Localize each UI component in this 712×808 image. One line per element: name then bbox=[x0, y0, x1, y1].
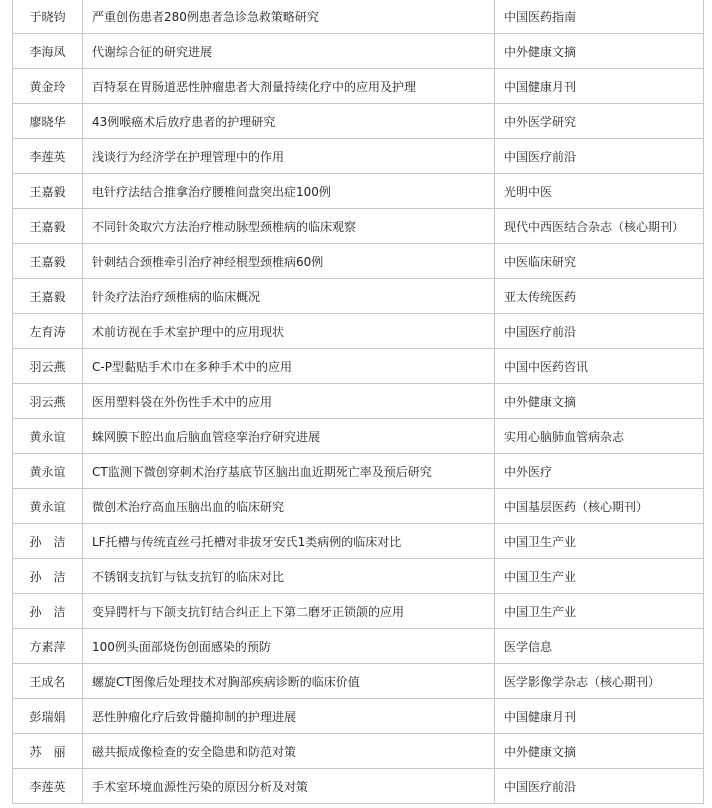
author-cell: 李海凤 bbox=[13, 34, 83, 69]
table-row bbox=[13, 279, 704, 314]
paper-title-cell: 百特泵在胃肠道恶性肿瘤患者大剂量持续化疗中的应用及护理 bbox=[83, 69, 495, 104]
journal-cell: 中国卫生产业 bbox=[495, 594, 704, 629]
author-cell: 王嘉毅 bbox=[13, 279, 83, 314]
paper-title-cell: 磁共振成像检查的安全隐患和防范对策 bbox=[83, 734, 495, 769]
author-cell: 左育涛 bbox=[13, 314, 83, 349]
publication-table-wrapper bbox=[12, 0, 701, 804]
author-cell: 苏 丽 bbox=[13, 734, 83, 769]
journal-cell: 医学信息 bbox=[495, 629, 704, 664]
publication-table bbox=[12, 0, 704, 804]
paper-title-cell: 变异腭杆与下颌支抗钉结合纠正上下第二磨牙正锁颌的应用 bbox=[83, 594, 495, 629]
table-row bbox=[13, 489, 704, 524]
paper-title-cell: 不同针灸取穴方法治疗椎动脉型颈椎病的临床观察 bbox=[83, 209, 495, 244]
author-cell: 孙 洁 bbox=[13, 594, 83, 629]
paper-title-cell: CT监测下微创穿刺术治疗基底节区脑出血近期死亡率及预后研究 bbox=[83, 454, 495, 489]
table-row bbox=[13, 314, 704, 349]
journal-cell: 现代中西医结合杂志（核心期刊） bbox=[495, 209, 704, 244]
author-cell: 羽云燕 bbox=[13, 384, 83, 419]
author-cell: 方素萍 bbox=[13, 629, 83, 664]
paper-title-cell: 微创术治疗高血压脑出血的临床研究 bbox=[83, 489, 495, 524]
journal-cell: 中外健康文摘 bbox=[495, 734, 704, 769]
paper-title-cell: 100例头面部烧伤创面感染的预防 bbox=[83, 629, 495, 664]
table-row bbox=[13, 769, 704, 804]
author-cell: 孙 洁 bbox=[13, 524, 83, 559]
paper-title-cell: 医用塑料袋在外伤性手术中的应用 bbox=[83, 384, 495, 419]
paper-title-cell: C-P型黏贴手术巾在多种手术中的应用 bbox=[83, 349, 495, 384]
table-row bbox=[13, 69, 704, 104]
author-cell: 彭瑞娟 bbox=[13, 699, 83, 734]
table-row bbox=[13, 384, 704, 419]
author-cell: 黄金玲 bbox=[13, 69, 83, 104]
table-row bbox=[13, 174, 704, 209]
table-row bbox=[13, 454, 704, 489]
table-row bbox=[13, 0, 704, 34]
author-cell: 李莲英 bbox=[13, 139, 83, 174]
journal-cell: 中外医疗 bbox=[495, 454, 704, 489]
author-cell: 黄永谊 bbox=[13, 419, 83, 454]
paper-title-cell: 针刺结合颈椎牵引治疗神经根型颈椎病60例 bbox=[83, 244, 495, 279]
paper-title-cell: 严重创伤患者280例患者急诊急救策略研究 bbox=[83, 0, 495, 34]
table-row bbox=[13, 349, 704, 384]
journal-cell: 中国医疗前沿 bbox=[495, 314, 704, 349]
journal-cell: 光明中医 bbox=[495, 174, 704, 209]
author-cell: 王嘉毅 bbox=[13, 174, 83, 209]
journal-cell: 中国健康月刊 bbox=[495, 69, 704, 104]
table-row bbox=[13, 34, 704, 69]
journal-cell: 中国卫生产业 bbox=[495, 559, 704, 594]
journal-cell: 中国健康月刊 bbox=[495, 699, 704, 734]
paper-title-cell: 电针疗法结合推拿治疗腰椎间盘突出症100例 bbox=[83, 174, 495, 209]
table-row bbox=[13, 594, 704, 629]
journal-cell: 中国医药指南 bbox=[495, 0, 704, 34]
table-row bbox=[13, 629, 704, 664]
journal-cell: 实用心脑肺血管病杂志 bbox=[495, 419, 704, 454]
journal-cell: 中国卫生产业 bbox=[495, 524, 704, 559]
paper-title-cell: LF托槽与传统直丝弓托槽对非拔牙安氏1类病例的临床对比 bbox=[83, 524, 495, 559]
journal-cell: 中国医疗前沿 bbox=[495, 769, 704, 804]
paper-title-cell: 针灸疗法治疗颈椎病的临床概况 bbox=[83, 279, 495, 314]
author-cell: 于晓钧 bbox=[13, 0, 83, 34]
journal-cell: 中外医学研究 bbox=[495, 104, 704, 139]
author-cell: 羽云燕 bbox=[13, 349, 83, 384]
author-cell: 孙 洁 bbox=[13, 559, 83, 594]
table-row bbox=[13, 734, 704, 769]
table-row bbox=[13, 104, 704, 139]
table-row bbox=[13, 244, 704, 279]
table-row bbox=[13, 419, 704, 454]
journal-cell: 中国中医药咨讯 bbox=[495, 349, 704, 384]
journal-cell: 中外健康文摘 bbox=[495, 34, 704, 69]
journal-cell: 中国医疗前沿 bbox=[495, 139, 704, 174]
journal-cell: 中医临床研究 bbox=[495, 244, 704, 279]
table-row bbox=[13, 524, 704, 559]
table-row bbox=[13, 664, 704, 699]
journal-cell: 亚太传统医药 bbox=[495, 279, 704, 314]
publication-table-body bbox=[13, 0, 704, 804]
author-cell: 黄永谊 bbox=[13, 489, 83, 524]
table-row bbox=[13, 209, 704, 244]
paper-title-cell: 手术室环境血源性污染的原因分析及对策 bbox=[83, 769, 495, 804]
paper-title-cell: 不锈钢支抗钉与钛支抗钉的临床对比 bbox=[83, 559, 495, 594]
author-cell: 王嘉毅 bbox=[13, 209, 83, 244]
table-row bbox=[13, 559, 704, 594]
paper-title-cell: 代谢综合征的研究进展 bbox=[83, 34, 495, 69]
paper-title-cell: 蛛网膜下腔出血后脑血管痉挛治疗研究进展 bbox=[83, 419, 495, 454]
journal-cell: 医学影像学杂志（核心期刊） bbox=[495, 664, 704, 699]
author-cell: 李莲英 bbox=[13, 769, 83, 804]
author-cell: 廖晓华 bbox=[13, 104, 83, 139]
journal-cell: 中国基层医药（核心期刊） bbox=[495, 489, 704, 524]
paper-title-cell: 43例喉癌术后放疗患者的护理研究 bbox=[83, 104, 495, 139]
table-row bbox=[13, 699, 704, 734]
author-cell: 王嘉毅 bbox=[13, 244, 83, 279]
journal-cell: 中外健康文摘 bbox=[495, 384, 704, 419]
author-cell: 黄永谊 bbox=[13, 454, 83, 489]
paper-title-cell: 螺旋CT图像后处理技术对胸部疾病诊断的临床价值 bbox=[83, 664, 495, 699]
paper-title-cell: 术前访视在手术室护理中的应用现状 bbox=[83, 314, 495, 349]
paper-title-cell: 浅谈行为经济学在护理管理中的作用 bbox=[83, 139, 495, 174]
author-cell: 王成名 bbox=[13, 664, 83, 699]
table-row bbox=[13, 139, 704, 174]
paper-title-cell: 恶性肿瘤化疗后致骨髓抑制的护理进展 bbox=[83, 699, 495, 734]
